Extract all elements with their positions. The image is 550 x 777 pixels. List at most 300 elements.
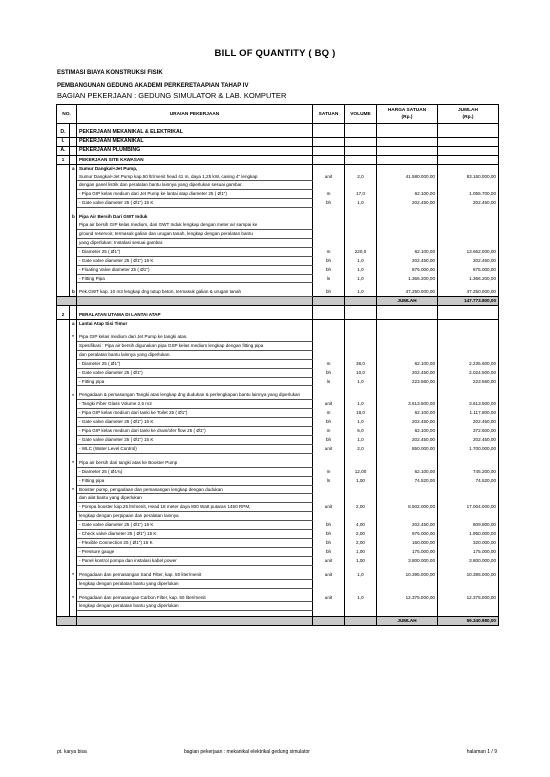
row-unit-price [377, 221, 438, 229]
row-sub-marker [70, 530, 77, 539]
row-sub-marker [70, 547, 77, 556]
row-unit: m [313, 190, 345, 199]
row-unit [313, 485, 345, 494]
jumlah-unit: (Rp.) [462, 115, 474, 120]
row-unit: m [313, 409, 345, 418]
row-description: - Gate valve diameter 25 ( Ø1") 15 K [77, 521, 313, 530]
row-unit [313, 333, 345, 341]
row-number [57, 391, 70, 399]
row-volume: 17,0 [345, 190, 377, 199]
row-number [57, 459, 70, 467]
footer-section: bagian pekerjaan : mekanikal elektrikal gedung simulator [184, 749, 310, 755]
row-amount [438, 341, 499, 350]
row-amount: 3.800.000,00 [438, 556, 499, 565]
row-sub-marker [70, 503, 77, 512]
row-unit-price [377, 333, 438, 341]
row-unit [313, 341, 345, 350]
item-row [57, 400, 499, 409]
row-unit-price: 175.000,00 [377, 547, 438, 556]
row-number [57, 238, 70, 247]
item-row [57, 476, 499, 485]
item-row [57, 485, 499, 494]
row-amount: 12.375.000,00 [438, 594, 499, 602]
item-row [57, 377, 499, 386]
row-amount: 3.613.500,00 [438, 400, 499, 409]
item-row [57, 359, 499, 368]
row-volume [345, 350, 377, 359]
row-unit [313, 164, 345, 172]
row-volume [345, 485, 377, 494]
col-header-harga [377, 105, 438, 124]
row-sub-marker [70, 190, 77, 199]
row-unit [313, 146, 345, 155]
row-unit [313, 155, 345, 164]
row-sub-marker [70, 538, 77, 547]
row-number: A. [57, 146, 70, 155]
row-volume [345, 137, 377, 146]
harga-label: HARGA SATUAN [387, 108, 427, 113]
item-row [57, 538, 499, 547]
row-number [57, 320, 70, 328]
row-volume [345, 320, 377, 328]
row-amount: 17.004.000,00 [438, 503, 499, 512]
row-number [57, 221, 70, 229]
row-volume [345, 494, 377, 503]
row-sub-marker [70, 181, 77, 190]
item-row [57, 155, 499, 164]
row-description: - Pompa booster kap.25 ltr/menit, Head 18 meter daya 800 Watt putaran 1450 RPM, [77, 503, 313, 512]
row-volume: 2,0 [345, 444, 377, 453]
total-row [57, 617, 499, 626]
row-volume: 10,0 [345, 368, 377, 377]
row-unit [313, 391, 345, 399]
row-number: 1 [57, 155, 70, 164]
row-unit: unit [313, 444, 345, 453]
item-row [57, 579, 499, 588]
item-row [57, 427, 499, 436]
col-header-volume: VOLUME [345, 105, 377, 124]
row-amount: 74.520,00 [438, 476, 499, 485]
row-unit-price: 62.100,00 [377, 190, 438, 199]
row-volume: 1,0 [345, 571, 377, 579]
row-sub-marker [70, 400, 77, 409]
col-header-satuan: SATUAN [313, 105, 345, 124]
item-row [57, 571, 499, 579]
row-unit-price [377, 391, 438, 399]
row-unit [313, 129, 345, 137]
row-volume [345, 181, 377, 190]
row-amount: 202.450,00 [438, 256, 499, 265]
row-unit-price [377, 137, 438, 146]
row-volume: 1,0 [345, 256, 377, 265]
item-row [57, 288, 499, 296]
row-description: Pengadaan dan pemasangan Carbon Filter, kap. 50 liter/menit [77, 594, 313, 602]
row-number [57, 602, 70, 611]
row-amount: 223.560,00 [438, 377, 499, 386]
item-row [57, 602, 499, 611]
row-description: Sumur Dangkal+Jet Pump kap.50 ltr/menit head 41 m, daya 1,25 kW, casing 4" lengkap [77, 173, 313, 181]
row-unit-price: 975.000,00 [377, 530, 438, 539]
row-number [57, 521, 70, 530]
row-unit [313, 602, 345, 611]
row-number [57, 247, 70, 256]
item-row [57, 409, 499, 418]
item-row [57, 594, 499, 602]
row-description: dan peralatan bantu lainnya yang diperlukan. [77, 350, 313, 359]
row-amount [438, 137, 499, 146]
row-unit: m [313, 467, 345, 476]
item-row [57, 391, 499, 399]
row-sub-marker [70, 444, 77, 453]
row-unit: ls [313, 274, 345, 283]
row-amount: 13.662.000,00 [438, 247, 499, 256]
row-amount: 1.950.000,00 [438, 530, 499, 539]
row-amount: 83.160.000,00 [438, 173, 499, 181]
row-unit: bh [313, 521, 345, 530]
row-unit-price [377, 512, 438, 521]
row-volume [345, 146, 377, 155]
row-unit-price [377, 164, 438, 172]
col-header-uraian: URAIAN PEKERJAAN [77, 105, 313, 124]
row-description: lengkap dengan peralatan bantu yang diperlukan [77, 579, 313, 588]
row-amount [438, 146, 499, 155]
row-unit-price: 202.450,00 [377, 436, 438, 445]
boq-body [57, 124, 499, 626]
row-unit [313, 229, 345, 238]
row-description: - WLC (Water Level Control) [77, 444, 313, 453]
row-number [57, 400, 70, 409]
row-volume [345, 238, 377, 247]
row-sub-marker [70, 146, 77, 155]
row-sub-marker [70, 238, 77, 247]
row-unit-price [377, 459, 438, 467]
row-unit: unit [313, 594, 345, 602]
row-description: Pengadaan dan pemasangan Sand Filter, kap. 50 liter/menit [77, 571, 313, 579]
total-empty [77, 617, 313, 626]
item-row [57, 341, 499, 350]
row-description: - Gate valve diameter 25 ( Ø1") 15 K [77, 256, 313, 265]
row-unit-price: 12.375.000,00 [377, 594, 438, 602]
row-description: - Pipa GIP kelas medium dari Jet Pump ke lantai atap diameter 25 ( Ø1") [77, 190, 313, 199]
item-row [57, 418, 499, 427]
row-sub-marker [70, 359, 77, 368]
row-unit-price: 62.100,00 [377, 467, 438, 476]
row-sub-marker [70, 229, 77, 238]
row-volume [345, 164, 377, 172]
row-description: lengkap dengan peralatan bantu yang diperlukan [77, 602, 313, 611]
row-unit-price: 62.100,00 [377, 359, 438, 368]
row-volume [345, 341, 377, 350]
total-empty [57, 617, 77, 626]
row-sub-marker [70, 247, 77, 256]
row-unit-price: 62.100,00 [377, 409, 438, 418]
row-description: - Diameter 25 ( Ø1") [77, 247, 313, 256]
row-volume: 2,0 [345, 173, 377, 181]
row-number [57, 341, 70, 350]
row-description: lengkap dengan perpipaan dan peralatan lainnya [77, 512, 313, 521]
row-description: - Fitting pipa [77, 377, 313, 386]
row-sub-marker: * [70, 459, 77, 467]
row-unit [313, 350, 345, 359]
row-sub-marker [70, 494, 77, 503]
row-description: ground reservoir, termasuk galian dan urugan tanah, lengkap dengan peralatan bantu [77, 229, 313, 238]
row-unit [313, 213, 345, 221]
item-row [57, 265, 499, 274]
row-description: PEKERJAAN MEKANIKAL & ELEKTRIKAL [77, 129, 313, 137]
row-number [57, 368, 70, 377]
row-description: - Check valve diameter 25 ( Ø1") 15 K [77, 530, 313, 539]
row-unit-price: 3.800.000,00 [377, 556, 438, 565]
row-number [57, 256, 70, 265]
row-number [57, 494, 70, 503]
row-volume [345, 512, 377, 521]
row-sub-marker: * [70, 333, 77, 341]
row-volume: 220,0 [345, 247, 377, 256]
row-sub-marker [70, 199, 77, 208]
row-sub-marker [70, 436, 77, 445]
row-unit-price: 62.100,00 [377, 247, 438, 256]
row-unit: bh [313, 256, 345, 265]
section-row [57, 146, 499, 155]
item-row [57, 238, 499, 247]
row-sub-marker [70, 173, 77, 181]
row-description: Pipa air bersih GIP kelas medium, dari GWT Induk lengkap dengan meter air sampai ke [77, 221, 313, 229]
boq-table [56, 104, 499, 626]
item-row [57, 320, 499, 328]
row-volume: 1,0 [345, 418, 377, 427]
row-volume: 1,0 [345, 199, 377, 208]
row-unit-price [377, 350, 438, 359]
row-amount [438, 320, 499, 328]
row-unit-price: 47.250.000,00 [377, 288, 438, 296]
row-number [57, 173, 70, 181]
row-amount: 809.800,00 [438, 521, 499, 530]
row-volume: 18,0 [345, 409, 377, 418]
row-amount: 202.450,00 [438, 199, 499, 208]
item-row [57, 213, 499, 221]
item-row [57, 274, 499, 283]
item-row [57, 190, 499, 199]
row-amount: 175.000,00 [438, 547, 499, 556]
row-amount: 1.055.700,00 [438, 190, 499, 199]
row-description: PERALATAN UTAMA DI LANTAI ATAP [77, 311, 313, 319]
row-unit: unit [313, 503, 345, 512]
row-sub-marker [70, 256, 77, 265]
footer-page-number: halaman 1 / 9 [466, 749, 497, 755]
row-volume [345, 333, 377, 341]
row-volume [345, 579, 377, 588]
row-unit-price: 8.502.000,00 [377, 503, 438, 512]
col-header-no: NO. [57, 105, 77, 124]
row-sub-marker [70, 274, 77, 283]
total-empty [345, 617, 377, 626]
row-description: PEKERJAAN SITE KAWASAN [77, 155, 313, 164]
row-volume: 36,0 [345, 359, 377, 368]
row-number [57, 467, 70, 476]
row-unit-price [377, 320, 438, 328]
row-description: - Pressure gauge [77, 547, 313, 556]
row-number: D. [57, 129, 70, 137]
row-description: - Diameter 25 ( Ø1¾) [77, 467, 313, 476]
row-description: - Gate valve diameter 25 ( Ø1") [77, 368, 313, 377]
row-unit: m [313, 427, 345, 436]
item-row [57, 173, 499, 181]
row-volume: 6,0 [345, 427, 377, 436]
item-row [57, 530, 499, 539]
row-sub-marker [70, 137, 77, 146]
row-amount: 2.235.600,00 [438, 359, 499, 368]
row-number [57, 333, 70, 341]
row-sub-marker [70, 602, 77, 611]
row-sub-marker [70, 311, 77, 319]
row-unit: unit [313, 571, 345, 579]
row-sub-marker: b [70, 288, 77, 296]
row-unit-price [377, 238, 438, 247]
row-number [57, 556, 70, 565]
row-description: - Gate valve diameter 25 ( Ø1") 15 K [77, 418, 313, 427]
row-number [57, 418, 70, 427]
row-unit-price [377, 602, 438, 611]
row-amount: 745.200,00 [438, 467, 499, 476]
row-volume [345, 459, 377, 467]
row-amount [438, 164, 499, 172]
row-number [57, 530, 70, 539]
row-number [57, 444, 70, 453]
row-volume: 1,0 [345, 265, 377, 274]
item-row [57, 503, 499, 512]
row-unit: bh [313, 199, 345, 208]
row-description: Spesifikasi : Pipa air bersih digunakan pipa GSP kelas medium lengkap dengan fitting pipa [77, 341, 313, 350]
row-amount [438, 129, 499, 137]
row-volume: 1,0 [345, 377, 377, 386]
row-number [57, 190, 70, 199]
row-volume: 2,00 [345, 530, 377, 539]
row-description: yang diperlukan; Instalasi sesuai gambar. [77, 238, 313, 247]
row-amount: 372.600,00 [438, 427, 499, 436]
item-row [57, 311, 499, 319]
row-amount [438, 350, 499, 359]
row-unit-price: 202.450,00 [377, 418, 438, 427]
row-amount: 1.700.000,00 [438, 444, 499, 453]
row-description: dan alat bantu yang diperlukan [77, 494, 313, 503]
harga-unit: (Rp.) [401, 115, 413, 120]
row-unit: ls [313, 377, 345, 386]
row-number [57, 579, 70, 588]
row-amount [438, 485, 499, 494]
total-row [57, 297, 499, 306]
row-volume: 1,00 [345, 547, 377, 556]
row-sub-marker: b [70, 213, 77, 221]
row-volume [345, 391, 377, 399]
row-unit-price: 1.366.200,00 [377, 274, 438, 283]
total-amount: 59.340.980,00 [438, 617, 499, 626]
row-amount [438, 311, 499, 319]
row-sub-marker [70, 221, 77, 229]
row-unit: m [313, 359, 345, 368]
row-unit: unit [313, 173, 345, 181]
row-volume: 1,00 [345, 476, 377, 485]
footer-company: pt. karya bisa [57, 749, 87, 755]
row-unit [313, 512, 345, 521]
row-number [57, 288, 70, 296]
total-empty [57, 297, 77, 306]
row-sub-marker: * [70, 571, 77, 579]
row-amount [438, 229, 499, 238]
row-unit-price [377, 485, 438, 494]
item-row [57, 494, 499, 503]
item-row [57, 181, 499, 190]
row-description: Lantai Atap Sisi Timur [77, 320, 313, 328]
row-sub-marker [70, 368, 77, 377]
row-unit-price [377, 155, 438, 164]
row-sub-marker [70, 427, 77, 436]
row-sub-marker [70, 409, 77, 418]
row-unit-price [377, 311, 438, 319]
row-volume: 1,0 [345, 400, 377, 409]
total-empty [313, 297, 345, 306]
item-row [57, 350, 499, 359]
row-unit: bh [313, 547, 345, 556]
row-amount: 2.024.500,00 [438, 368, 499, 377]
row-unit: m [313, 247, 345, 256]
row-description: PEKERJAAN PLUMBING [77, 146, 313, 155]
row-amount [438, 391, 499, 399]
row-unit: ls [313, 476, 345, 485]
row-amount: 202.450,00 [438, 436, 499, 445]
row-description: Pipa air bersih dari tangki atas ke Booster Pump [77, 459, 313, 467]
row-unit-price: 202.450,00 [377, 368, 438, 377]
item-row [57, 512, 499, 521]
row-unit: bh [313, 265, 345, 274]
row-description: - Pipa GIP kelas medium dari tanki ke drain/ofer flow 25 ( Ø1") [77, 427, 313, 436]
item-row [57, 221, 499, 229]
item-row [57, 521, 499, 530]
row-number [57, 538, 70, 547]
row-amount: 1.117.800,00 [438, 409, 499, 418]
item-row [57, 229, 499, 238]
item-row [57, 199, 499, 208]
total-empty [345, 297, 377, 306]
row-number [57, 265, 70, 274]
row-unit [313, 181, 345, 190]
row-volume: 4,00 [345, 521, 377, 530]
row-number [57, 359, 70, 368]
row-unit: bh [313, 368, 345, 377]
row-volume: 12,00 [345, 467, 377, 476]
row-sub-marker: * [70, 391, 77, 399]
row-description: Pipa GIP kelas medium dari Jet Pump ke tangki atas. [77, 333, 313, 341]
row-unit-price: 74.520,00 [377, 476, 438, 485]
row-amount [438, 155, 499, 164]
row-description: - Fitting pipa [77, 476, 313, 485]
row-sub-marker [70, 579, 77, 588]
row-description: - Gate valve diameter 25 ( Ø1") 15 K [77, 436, 313, 445]
row-unit-price: 223.560,00 [377, 377, 438, 386]
item-row [57, 547, 499, 556]
item-row [57, 556, 499, 565]
row-amount [438, 512, 499, 521]
row-volume: 2,00 [345, 503, 377, 512]
row-sub-marker [70, 512, 77, 521]
row-number [57, 503, 70, 512]
row-description: dengan panel listrik dan peralatan bantu lainnya yang diperlukan sesuai gambar. [77, 181, 313, 190]
row-sub-marker: a [70, 320, 77, 328]
table-header-row [57, 105, 499, 124]
row-unit-price: 850.000,00 [377, 444, 438, 453]
row-amount [438, 579, 499, 588]
row-volume: 1,0 [345, 274, 377, 283]
row-amount: 875.000,00 [438, 265, 499, 274]
